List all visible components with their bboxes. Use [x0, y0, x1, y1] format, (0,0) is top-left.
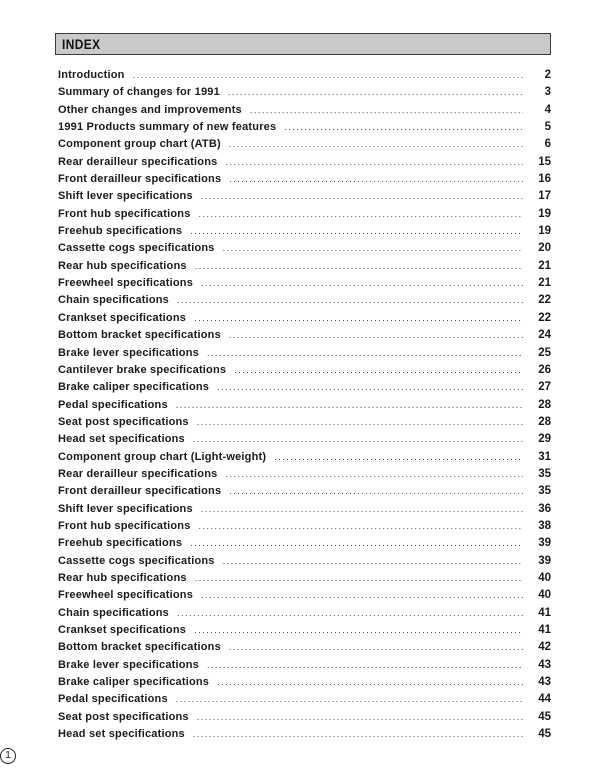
- toc-entry[interactable]: [58, 102, 551, 119]
- toc-entry-page: 43: [538, 658, 551, 671]
- toc-entry[interactable]: [58, 691, 551, 708]
- toc-entry[interactable]: [58, 362, 551, 379]
- dot-leader: [217, 674, 523, 691]
- toc-entry[interactable]: [58, 206, 551, 223]
- toc-entry-page: 45: [538, 710, 551, 723]
- dot-leader: [201, 587, 523, 604]
- dot-leader: [207, 345, 523, 362]
- toc-entry-page: 2: [544, 69, 551, 81]
- toc-entry[interactable]: [58, 605, 551, 622]
- dot-leader: [193, 726, 523, 743]
- toc-entry[interactable]: [58, 674, 551, 691]
- dot-leader: [225, 466, 523, 483]
- toc-entry-title: Cantilever brake specifications: [58, 363, 227, 376]
- toc-entry[interactable]: [58, 449, 551, 466]
- toc-entry-title: Brake lever specifications: [58, 346, 199, 359]
- page-number-badge: 1: [0, 748, 16, 764]
- toc-entry-page: 45: [538, 728, 551, 741]
- dot-leader: [194, 310, 523, 327]
- toc-entry-title: Front derailleur specifications: [58, 485, 222, 498]
- toc-entry-page: 43: [538, 676, 551, 689]
- toc-entry-page: 39: [538, 554, 551, 567]
- toc-entry-title: Rear hub specifications: [58, 259, 187, 272]
- toc-entry[interactable]: [58, 310, 551, 327]
- toc-entry-title: Crankset specifications: [58, 624, 187, 636]
- toc-entry-page: 35: [538, 485, 551, 498]
- toc-entry-title: Freewheel specifications: [58, 589, 194, 602]
- toc-entry[interactable]: [58, 154, 551, 171]
- dot-leader: [201, 188, 523, 205]
- dot-leader: [207, 657, 523, 674]
- toc-entry[interactable]: [58, 119, 551, 136]
- toc-entry[interactable]: [58, 397, 551, 414]
- toc-entry[interactable]: [58, 501, 551, 518]
- toc-entry-title: Freehub specifications: [58, 537, 183, 550]
- toc-entry-title: Component group chart (Light-weight): [58, 450, 267, 463]
- toc-entry-page: 16: [538, 173, 551, 186]
- toc-entry-page: 41: [538, 606, 551, 619]
- toc-entry-page: 3: [544, 86, 551, 99]
- dot-leader: [193, 431, 523, 448]
- toc-entry-page: 6: [544, 138, 551, 151]
- dot-leader: [133, 67, 523, 84]
- toc-entry-title: Freehub specifications: [58, 225, 183, 238]
- toc-entry-page: 31: [538, 450, 551, 463]
- toc-entry-page: 22: [538, 294, 551, 307]
- toc-entry[interactable]: [58, 223, 551, 240]
- toc-entry-title: Head set specifications: [58, 728, 185, 741]
- toc-entry-page: 28: [538, 415, 551, 428]
- toc-entry-page: 36: [538, 502, 551, 515]
- toc-entry-title: Rear hub specifications: [58, 571, 187, 584]
- toc-entry-title: Front hub specifications: [58, 519, 191, 532]
- toc-entry-page: 22: [538, 311, 551, 324]
- toc-entry-page: 25: [538, 346, 551, 359]
- toc-entry-title: Chain specifications: [58, 294, 169, 307]
- toc-entry-title: Bottom bracket specifications: [58, 641, 221, 654]
- toc-entry[interactable]: [58, 709, 551, 726]
- table-of-contents: [58, 67, 551, 743]
- dot-leader: [223, 553, 523, 570]
- toc-entry-page: 28: [538, 398, 551, 411]
- toc-entry-title: Seat post specifications: [58, 415, 189, 428]
- dot-leader: [201, 275, 523, 292]
- toc-entry-title: Crankset specifications: [58, 311, 187, 324]
- toc-entry-title: Bottom bracket specifications: [58, 329, 221, 342]
- toc-entry[interactable]: [58, 292, 551, 309]
- dot-leader: [190, 535, 523, 552]
- toc-entry-title: Freewheel specifications: [58, 277, 194, 290]
- toc-entry[interactable]: [58, 275, 551, 292]
- toc-entry-title: Front derailleur specifications: [58, 173, 222, 186]
- toc-entry-title: Brake caliper specifications: [58, 676, 210, 689]
- dot-leader: [197, 414, 523, 431]
- toc-entry-page: 27: [538, 381, 551, 394]
- toc-entry-page: 24: [538, 329, 551, 342]
- dot-leader: [228, 84, 523, 101]
- dot-leader: [176, 691, 523, 708]
- toc-entry-page: 19: [538, 207, 551, 220]
- toc-entry-title: Chain specifications: [58, 606, 169, 619]
- dot-leader: [177, 605, 523, 622]
- dot-leader: [225, 154, 523, 171]
- toc-entry[interactable]: [58, 327, 551, 344]
- toc-entry[interactable]: [58, 518, 551, 535]
- toc-entry-title: Summary of changes for 1991: [58, 86, 220, 99]
- dot-leader: [229, 483, 523, 500]
- toc-entry-page: 20: [538, 242, 551, 255]
- toc-entry[interactable]: [58, 587, 551, 604]
- toc-entry-title: Brake caliper specifications: [58, 381, 210, 394]
- toc-entry-title: Rear derailleur specifications: [58, 467, 218, 480]
- toc-entry-title: Other changes and improvements: [58, 103, 242, 116]
- toc-entry-page: 19: [538, 225, 551, 238]
- toc-entry-page: 44: [538, 693, 551, 706]
- toc-entry-page: 35: [538, 467, 551, 480]
- toc-entry-title: Shift lever specifications: [58, 502, 193, 515]
- toc-entry-page: 5: [544, 121, 551, 134]
- toc-entry[interactable]: [58, 657, 551, 674]
- dot-leader: [284, 119, 523, 136]
- toc-entry[interactable]: [58, 379, 551, 396]
- toc-entry-page: 17: [538, 190, 551, 203]
- dot-leader: [190, 223, 523, 240]
- toc-entry[interactable]: [58, 240, 551, 257]
- toc-entry[interactable]: [58, 622, 551, 639]
- toc-entry-title: Shift lever specifications: [58, 190, 193, 203]
- toc-entry-title: Front hub specifications: [58, 207, 191, 220]
- toc-entry-page: 21: [538, 259, 551, 272]
- toc-entry-page: 15: [538, 155, 551, 168]
- toc-entry-title: Pedal specifications: [58, 693, 168, 706]
- toc-entry[interactable]: [58, 188, 551, 205]
- toc-entry-page: 26: [538, 363, 551, 376]
- toc-entry-page: 42: [538, 641, 551, 654]
- toc-entry-title: Cassette cogs specifications: [58, 554, 215, 567]
- toc-entry[interactable]: [58, 67, 551, 84]
- dot-leader: [176, 397, 523, 414]
- toc-entry[interactable]: [58, 345, 551, 362]
- toc-entry[interactable]: [58, 570, 551, 587]
- toc-entry-page: 29: [538, 433, 551, 446]
- toc-entry-title: Pedal specifications: [58, 398, 168, 411]
- index-header-bar: [55, 33, 551, 55]
- dot-leader: [201, 501, 523, 518]
- toc-entry-title: Rear derailleur specifications: [58, 155, 218, 168]
- toc-entry-page: 38: [538, 519, 551, 532]
- dot-leader: [234, 362, 523, 379]
- dot-leader: [197, 709, 523, 726]
- dot-leader: [195, 570, 523, 587]
- dot-leader: [217, 379, 523, 396]
- toc-entry[interactable]: [58, 258, 551, 275]
- toc-entry[interactable]: [58, 84, 551, 101]
- dot-leader: [229, 327, 523, 344]
- dot-leader: [223, 240, 523, 257]
- dot-leader: [194, 622, 523, 639]
- toc-entry-page: 39: [538, 537, 551, 550]
- dot-leader: [177, 292, 523, 309]
- toc-entry[interactable]: [58, 466, 551, 483]
- dot-leader: [229, 136, 523, 153]
- toc-entry[interactable]: [58, 483, 551, 500]
- toc-entry-title: Brake lever specifications: [58, 658, 199, 671]
- dot-leader: [229, 639, 523, 656]
- toc-entry-page: 40: [538, 589, 551, 602]
- toc-entry-title: Component group chart (ATB): [58, 138, 221, 151]
- toc-entry-title: Head set specifications: [58, 433, 185, 446]
- toc-entry-title: Introduction: [58, 69, 125, 81]
- dot-leader: [274, 449, 523, 466]
- toc-entry-title: Seat post specifications: [58, 710, 189, 723]
- toc-entry-title: Cassette cogs specifications: [58, 242, 215, 255]
- index-title: INDEX: [62, 36, 101, 52]
- toc-entry-page: 41: [538, 624, 551, 636]
- toc-entry[interactable]: [58, 553, 551, 570]
- dot-leader: [199, 518, 523, 535]
- dot-leader: [199, 206, 523, 223]
- dot-leader: [229, 171, 523, 188]
- toc-entry-page: 4: [544, 103, 551, 116]
- toc-entry[interactable]: [58, 535, 551, 552]
- toc-entry[interactable]: [58, 171, 551, 188]
- dot-leader: [250, 102, 523, 119]
- toc-entry[interactable]: [58, 414, 551, 431]
- toc-entry[interactable]: [58, 431, 551, 448]
- toc-entry[interactable]: [58, 726, 551, 743]
- dot-leader: [195, 258, 523, 275]
- toc-entry[interactable]: [58, 136, 551, 153]
- toc-entry-title: 1991 Products summary of new features: [58, 121, 277, 134]
- toc-entry-page: 40: [538, 571, 551, 584]
- toc-entry-page: 21: [538, 277, 551, 290]
- toc-entry[interactable]: [58, 639, 551, 656]
